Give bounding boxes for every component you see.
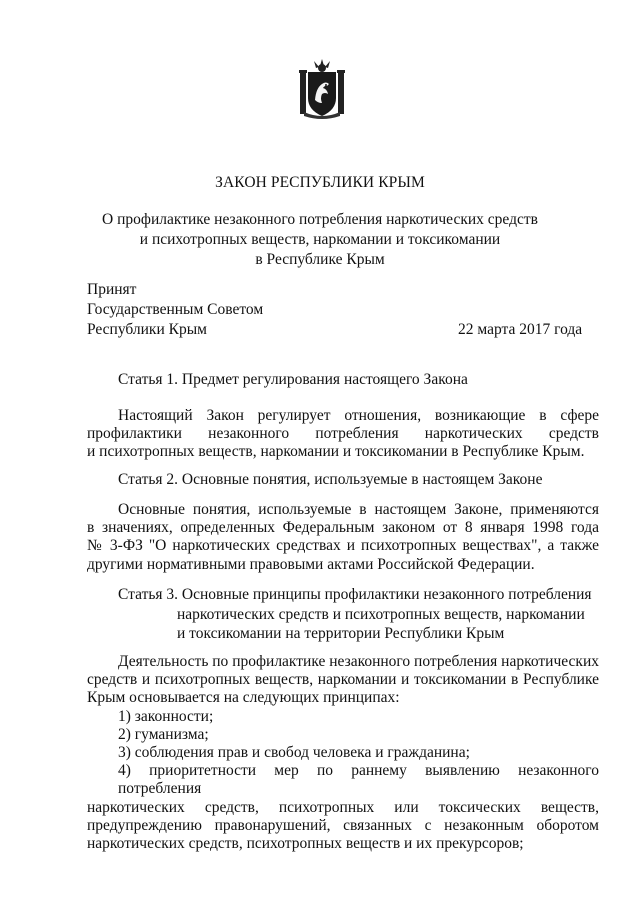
article-1-heading: Статья 1. Предмет регулирования настоящего Закона	[118, 371, 468, 388]
adopted-line: Государственным Советом	[87, 301, 264, 318]
article-3-intro-line: Деятельность по профилактике незаконного потребления наркотических	[118, 653, 599, 670]
principle-item: 2) гуманизма;	[118, 725, 209, 743]
article-2-line: Основные понятия, используемые в настоящем Законе, применяются	[118, 501, 599, 518]
article-3-heading-line: Статья 3. Основные принципы профилактики незаконного потребления	[118, 586, 592, 603]
subtitle-line: и психотропных веществ, наркомании и токсикомании	[139, 231, 501, 248]
principle-item-4-line: предупреждению правонарушений, связанных с незаконным оборотом	[87, 816, 599, 834]
article-3-intro-line: Крым основывается на следующих принципах:	[87, 689, 400, 707]
griffin-shield-icon	[298, 58, 346, 120]
article-3-intro-line: средств и психотропных веществ, наркомании и токсикомании в Республике	[87, 671, 599, 689]
crimea-coat-of-arms-emblem	[298, 58, 346, 120]
law-subtitle	[0, 210, 640, 270]
principle-item: 1) законности;	[118, 707, 214, 725]
article-3-heading-line: и токсикомании на территории Республики Крым	[177, 625, 505, 642]
article-3-heading-line: наркотических средств и психотропных веществ, наркомании	[177, 605, 585, 623]
article-2-line: № 3-ФЗ "О наркотических средствах и психотропных веществах", а также	[87, 537, 599, 555]
adopted-line: Республики Крым	[87, 321, 207, 338]
principle-item-4-line: наркотических средств, психотропных веществ и их прекурсоров;	[87, 835, 524, 853]
article-2-text	[87, 501, 599, 574]
article-2-line: другими нормативными правовыми актами Российской Федерации.	[87, 555, 535, 573]
article-3-heading	[118, 585, 592, 644]
article-1-line: Настоящий Закон регулирует отношения, возникающие в сфере	[118, 407, 599, 424]
adopted-line: Принят	[87, 281, 137, 298]
law-title: ЗАКОН РЕСПУБЛИКИ КРЫМ	[215, 174, 425, 191]
adopted-date: 22 марта 2017 года	[458, 321, 583, 338]
principle-item-4-line: 4) приоритетности мер по раннему выявлению незаконного потребления	[118, 762, 599, 798]
article-1-line: профилактики незаконного потребления наркотических средств	[87, 425, 599, 443]
principle-item: 3) соблюдения прав и свобод человека и гражданина;	[118, 744, 470, 762]
principle-item-4-line: наркотических средств, психотропных или токсических веществ,	[87, 798, 599, 816]
article-1-text	[87, 407, 599, 462]
subtitle-line: О профилактике незаконного потребления наркотических средств	[102, 211, 538, 228]
article-2-line: в значениях, определенных Федеральным законом от 8 января 1998 года	[87, 519, 599, 537]
article-1-line: и психотропных веществ, наркомании и токсикомании в Республике Крым.	[87, 443, 585, 461]
adopted-block	[87, 280, 263, 340]
article-2-heading: Статья 2. Основные понятия, используемые в настоящем Законе	[118, 471, 543, 488]
subtitle-line: в Республике Крым	[255, 251, 385, 268]
article-3-text	[87, 653, 599, 853]
